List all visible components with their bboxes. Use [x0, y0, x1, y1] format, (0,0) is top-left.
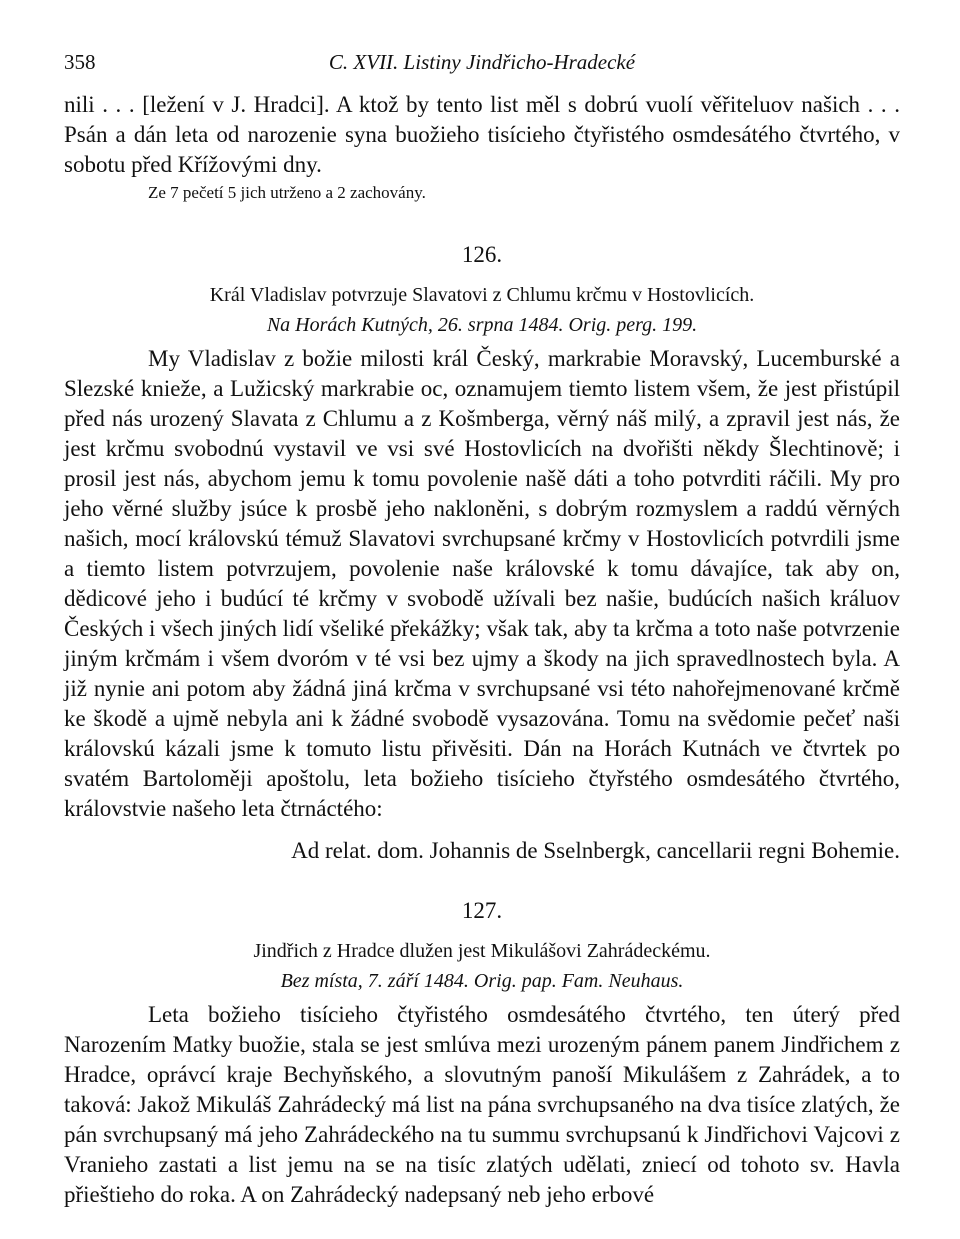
document-page [64, 50, 900, 1210]
document-source-127: Bez místa, 7. září 1484. Orig. pap. Fam. Neuhaus. [280, 970, 684, 992]
document-source-126: Na Horách Kutných, 26. srpna 1484. Orig. perg. 199. [266, 314, 698, 336]
page-header [64, 50, 900, 90]
document-regest-126: Král Vladislav potvrzuje Slavatovi z Chlumu krčmu v Hostovlicích. [209, 284, 755, 306]
continuation-text: nili . . . [ležení v J. Hradci]. A ktož by tento list měl s dobrú vuolí věřiteluov našich . . . Psán a dán leta od narozenie syna buožieho tisícieho čtyřistého osmdesátého čtvrtého, v sobotu před Křížovými dny. [64, 92, 900, 177]
document-number-126: 126. [461, 242, 503, 267]
document-regest-127: Jindřich z Hradce dlužen jest Mikulášovi Zahrádeckému. [253, 940, 711, 962]
document-text-126: My Vladislav z božie milosti král Český, markrabie Moravský, Lucemburské a Slezské knieže, a Lužicský markrabie oc, oznamujem tiemto listem všem, že jest přistúpil před nás urozený Slavata z Chlumu a z Košmberga, věrný náš milý, a zpravil jest nás, že jest krčmu svobodnú vystavil ve vsi své Hostovlicích na dvořišti někdy Šlechtinově; i prosil jest nás, abychom jemu k tomu povolenie našě dáti a toho potvrditi ráčili. My pro jeho věrné služby jsúce k prosbě jeho nakloněni, s dobrým rozmyslem a raddú věrných našich, mocí královskú témuž Slavatovi svrchupsané krčmy v Hostovlicích potvrdili jsme a tiemto listem potvrzujem, povolenie naše královské k tomu dávajíce, tak aby on, dědicové jeho i budúcí té krčmy v svobodě užívali bez našie, budúcích našich králuov Českých i všech jiných lidí všeliké překážky; však tak, aby ta krčma a toto naše potvrzenie jiným krčmám i všem dvoróm v té vsi bez ujmy a škody na jich spravedlnostech byla. A již nynie ani potom aby žádná jiná krčma v svrchupsané vsi této nahořejmenované krčmě ke škodě a ujmě nebyla ani k žádné svobodě vysazována. Tomu na svědomie pečeť naši královskú kázali jsme k tomuto listu přivěsiti. Dán na Horách Kutnách ve čtvrtek po svatém Bartoloměji apoštolu, leta božieho tisícieho čtyřstého osmdesátého čtvrtého, královstvie našeho leta čtrnáctého: [64, 346, 900, 821]
running-title: C. XVII. Listiny Jindřicho-Hradecké [328, 50, 636, 74]
document-signature-126: Ad relat. dom. Johannis de Sselnbergk, cancellarii regni Bohemie. [291, 838, 900, 863]
document-text-127: Leta božieho tisícieho čtyřistého osmdesátého čtvrtého, ten úterý před Narozením Matky buožie, stala se jest smlúva mezi urozeným pánem panem Jindřichem z Hradce, oprávcí kraje Bechyňského, a slovutným panoší Mikulášem z Zahrádek, a to taková: Jakož Mikuláš Zahrádecký má list na pána svrchupsaného na dva tisíce zlatých, že pán svrchupsaný má jeho Zahrádeckého na tu summu svrchupsanú k Jindřichovi Vajcovi z Vranieho zastati a list jemu na se na tisíc zlatých udělati, zniecí od tohoto sv. Havla přieštieho do roka. A on Zahrádecký nadepsaný neb jeho erbové [64, 1002, 900, 1207]
document-number-127: 127. [461, 898, 503, 923]
page-number: 358 [64, 50, 96, 74]
seal-note: Ze 7 pečetí 5 jich utrženo a 2 zachovány. [148, 183, 426, 202]
